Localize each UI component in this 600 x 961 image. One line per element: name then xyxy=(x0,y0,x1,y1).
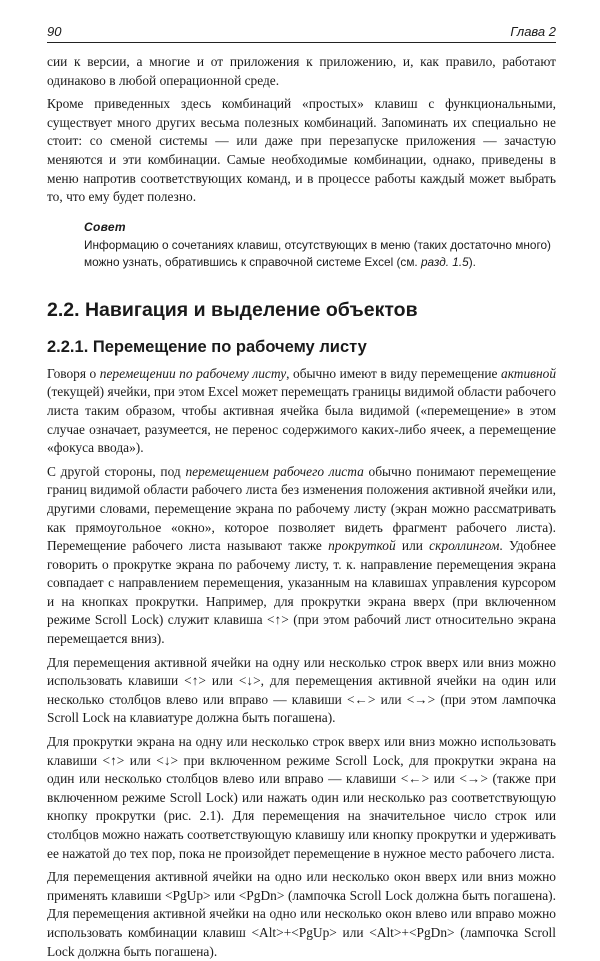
subsection-heading: 2.2.1. Перемещение по рабочему листу xyxy=(47,337,367,356)
text: или xyxy=(395,538,430,554)
text: , обычно имеют в виду перемещение xyxy=(286,365,502,381)
page-number: 90 xyxy=(47,24,62,39)
paragraph-arrow-keys: Для перемещения активной ячейки на одну или несколько строк вверх или вниз можно использовать клавиши <↑> или <↓>, для перемещения активной ячейки на один или несколько столбцов влево или вправо — клавиши <←> или <→> (при этом лампочка Scroll Lock на клавиатуре должна быть погашена). xyxy=(47,654,556,726)
paragraph-moving-on-sheet xyxy=(47,365,556,458)
tip-text-main: Информацию о сочетаниях клавиш, отсутствующих в меню (таких достаточно много) можно узнать, обратившись к справочной системе Excel (см. xyxy=(84,237,551,269)
text: (текущей) ячейки, при этом Excel может перемещать границы видимой области рабочего листа таким образом, чтобы активная ячейка была видимой («перемещение» в этом случае означает, разумеется, не перенос содержимого каких-либо ячеек, а перемещение «фокуса ввода»). xyxy=(47,384,556,456)
paragraph-continued: сии к версии, а многие и от приложения к приложению, и, как правило, работают одинаково в любой операционной среде. xyxy=(47,54,556,88)
tip-section-reference: разд. 1.5 xyxy=(420,254,469,269)
book-page xyxy=(47,24,556,961)
tip-title: Совет xyxy=(84,219,126,234)
section-heading: 2.2. Навигация и выделение объектов xyxy=(47,298,418,321)
paragraph-key-combinations: Кроме приведенных здесь комбинаций «простых» клавиш с функциональными, существует много других весьма полезных комбинаций. Запоминать их специально не стоит: со сменой системы — или даже при перезапуске приложения — зачастую меняются и эти комбинации. Самые необходимые комбинации, однако, приведены в меню напротив соответствующих команд, и в процессе работы каждый может выбрать то, что ему будет полезно. xyxy=(47,96,556,205)
term-scrolling: прокруткой xyxy=(328,538,396,554)
text: обычно понимают перемещение границ видимой области рабочего листа без изменения положения активной ячейки или, другими словами, перемещение экрана по рабочему листу (экран можно рассматривать как прямоугольное «окно», которое позволяет видеть фрагмент рабочего листа). Перемещение рабочего листа называют также xyxy=(47,463,556,554)
paragraph-page-keys: Для перемещения активной ячейки на одно или несколько окон вверх или вниз можно применять клавиши <PgUp> или <PgDn> (лампочка Scroll Lock должна быть погашена). Для перемещения активной ячейки на одно или несколько окон влево или вправо можно использовать комбинации клавиш <Alt>+<PgUp> или <Alt>+<PgDn> (лампочка Scroll Lock должна быть погашена). xyxy=(47,869,556,959)
term-active: активной xyxy=(501,365,557,381)
paragraph-scroll-lock: Для прокрутки экрана на одну или несколько строк вверх или вниз можно использовать клавиши <↑> или <↓> при включенном режиме Scroll Lock, для прокрутки экрана на один или несколько столбцов влево или вправо — клавиши <←> или <→> (также при включенном режиме Scroll Lock) или нажать один или несколько раз соответствующую кнопку прокрутки (рис. 2.1). Для перемещения на значительное число строк или столбцов можно нажать соответствующую клавишу или кнопку прокрутки и удерживать ее нажатой до тех пор, пока не произойдет перемещение в нужное место рабочего листа. xyxy=(47,734,556,861)
text: С другой стороны, под xyxy=(47,463,186,479)
term-moving-sheet: перемещением рабочего листа xyxy=(185,463,364,479)
paragraph-moving-sheet xyxy=(47,463,556,649)
term-moving-on-sheet: перемещении по рабочему листу xyxy=(99,365,287,381)
text: . Удобнее говорить о прокрутке экрана по рабочему листу, т. к. направление перемещения экрана совпадает с направлением перемещения, указанным на клавишах управления курсором и на кнопках прокрутки. Например, для прокрутки экрана вверх (при включенном режиме Scroll Lock) служит клавиша <↑> (при этом рабочий лист относительно экрана перемещается вниз). xyxy=(47,538,556,647)
tip-text-end: ). xyxy=(468,254,476,269)
tip-text xyxy=(84,237,556,271)
chapter-label: Глава 2 xyxy=(510,24,556,39)
tip-box xyxy=(84,219,556,271)
term-scrolling-alt: скроллингом xyxy=(429,538,500,554)
running-header xyxy=(47,24,556,43)
text: Говоря о xyxy=(47,365,100,381)
